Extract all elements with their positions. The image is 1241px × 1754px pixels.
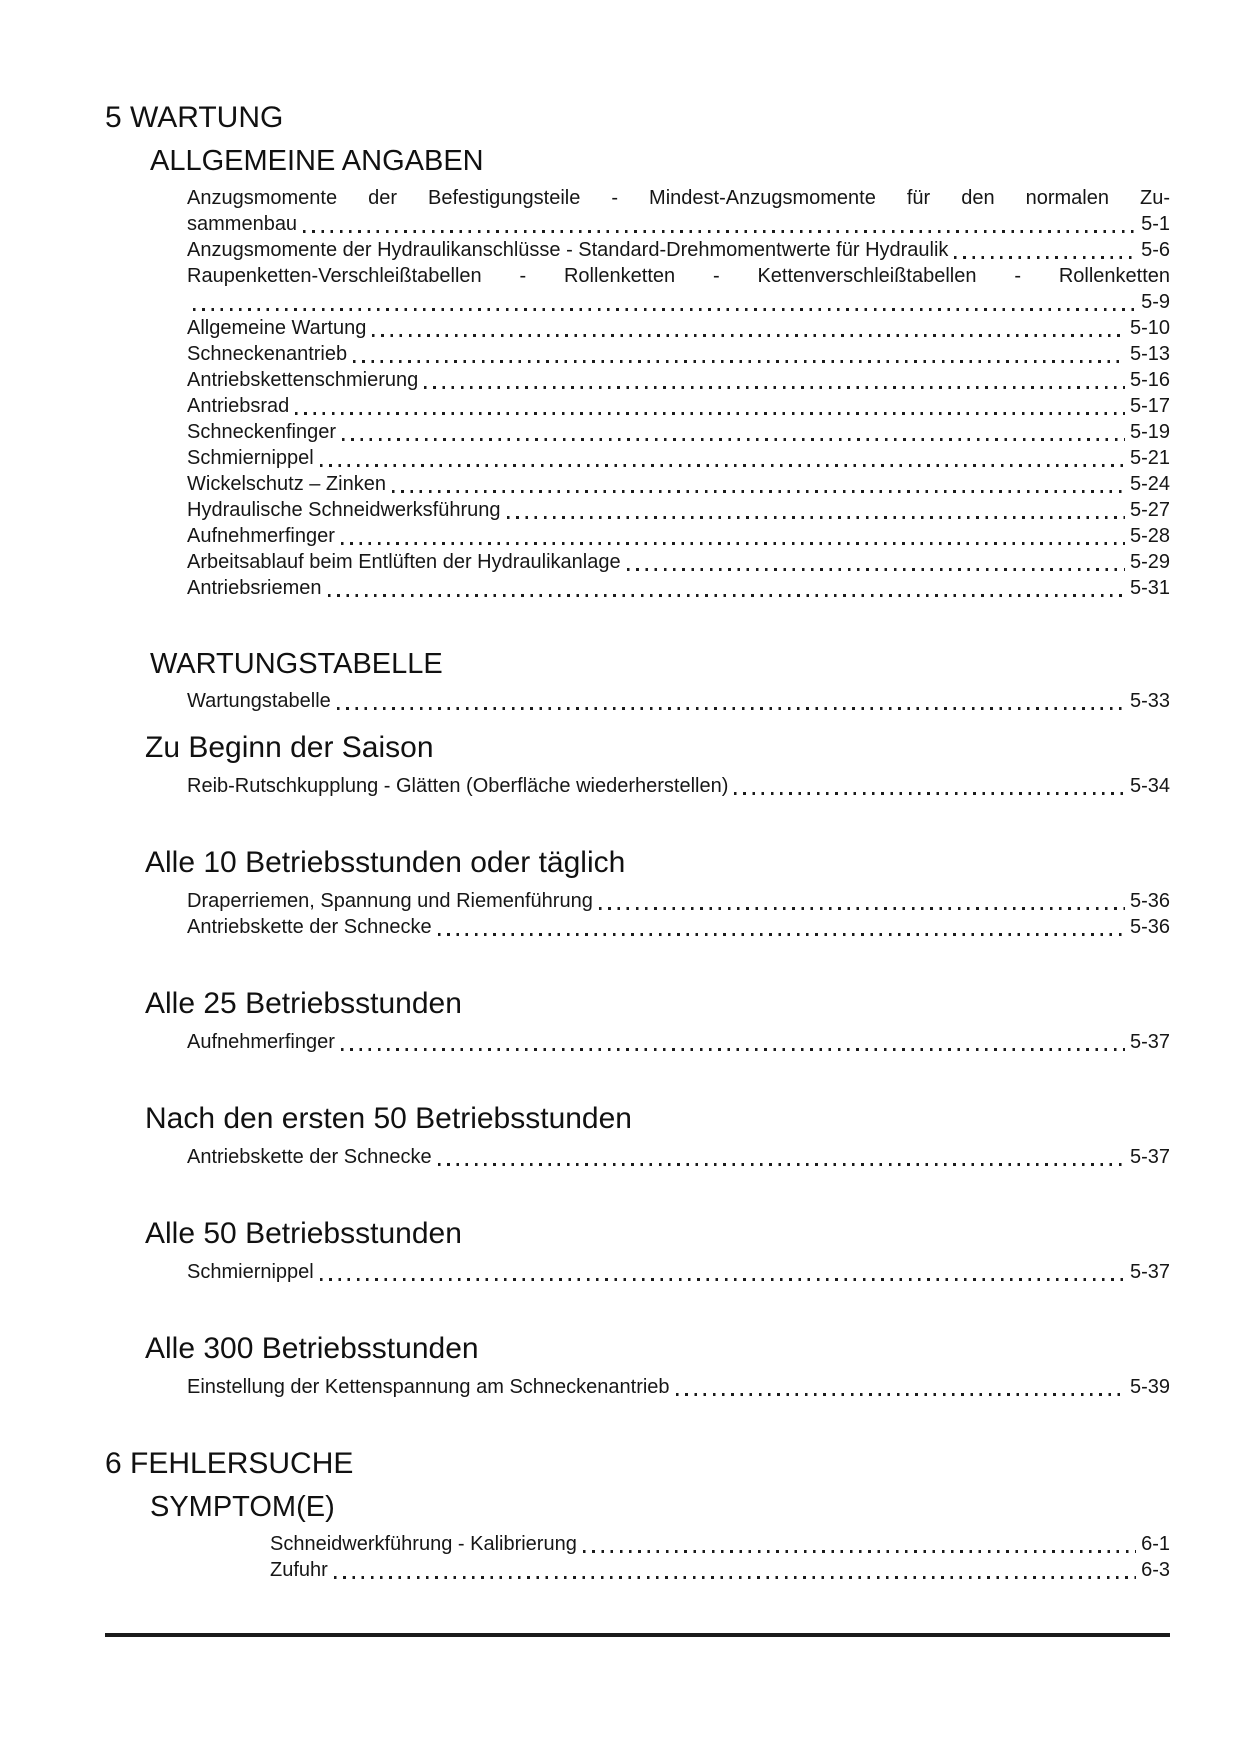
toc-entry-title: Anzugsmomente der Hydraulikanschlüsse - Standard-Drehmomentwerte für Hydraulik — [187, 239, 949, 261]
toc-entry — [187, 497, 1170, 523]
toc-page-number: 5-37 — [1129, 1031, 1170, 1053]
toc-block-section — [105, 647, 1170, 714]
dot-leader — [353, 360, 1125, 363]
toc-page-number: 5-16 — [1129, 369, 1170, 391]
toc-entry-title: Aufnehmerfinger — [187, 1031, 335, 1053]
toc-entry-title: Arbeitsablauf beim Entlüften der Hydraulikanlage — [187, 551, 621, 573]
toc-entry-title: Allgemeine Wartung — [187, 317, 367, 339]
toc-entry — [187, 549, 1170, 575]
toc-entry-row — [187, 1259, 1170, 1285]
dot-leader — [342, 438, 1125, 441]
toc-block-subsection — [105, 1101, 1170, 1170]
toc-entry — [187, 263, 1170, 315]
dot-leader — [627, 568, 1125, 571]
toc-entry — [187, 688, 1170, 714]
toc-entry-row — [187, 471, 1170, 497]
toc-page-number: 5-28 — [1129, 525, 1170, 547]
toc-heading: Alle 25 Betriebsstunden — [145, 987, 462, 1020]
toc-heading: ALLGEMEINE ANGABEN — [150, 145, 484, 177]
toc-entry — [187, 185, 1170, 237]
toc-entry-row — [187, 341, 1170, 367]
toc-block-subsection — [105, 845, 1170, 940]
dot-leader — [954, 256, 1136, 259]
toc-page-number: 5-10 — [1129, 317, 1170, 339]
toc-page-number: 5-27 — [1129, 499, 1170, 521]
toc-entry-title: Schneckenantrieb — [187, 343, 348, 365]
toc-entry — [187, 1029, 1170, 1055]
toc-entry-row — [270, 1557, 1170, 1583]
toc-entry — [187, 237, 1170, 263]
toc-entry-row — [187, 419, 1170, 445]
toc-entry-row — [187, 575, 1170, 601]
toc-entry — [187, 1374, 1170, 1400]
toc-entry-row — [187, 688, 1170, 714]
toc-entry-title: Einstellung der Kettenspannung am Schneckenantrieb — [187, 1376, 670, 1398]
toc-page-number: 5-31 — [1129, 577, 1170, 599]
toc-entry — [187, 341, 1170, 367]
toc-page-number: 5-29 — [1129, 551, 1170, 573]
toc-entry — [187, 419, 1170, 445]
toc-entry — [187, 1259, 1170, 1285]
toc-block-subsection — [105, 986, 1170, 1055]
toc-block-chapter — [105, 100, 1170, 136]
toc-page-number: 6-3 — [1141, 1559, 1170, 1581]
toc-heading: Zu Beginn der Saison — [145, 731, 434, 764]
toc-entry-continuation: Anzugsmomente der Befestigungsteile - Mindest-Anzugsmomente für den normalen Zu- — [187, 187, 1170, 209]
toc-entry-row — [187, 1144, 1170, 1170]
dot-leader — [295, 412, 1125, 415]
toc-entry-row — [187, 211, 1170, 237]
toc-entry-row — [187, 523, 1170, 549]
toc-entry — [187, 393, 1170, 419]
toc-entry-title: Schneckenfinger — [187, 421, 336, 443]
toc-entry — [187, 445, 1170, 471]
toc-entry-title: Antriebskette der Schnecke — [187, 1146, 432, 1168]
toc-entry — [187, 773, 1170, 799]
toc-page-number: 6-1 — [1141, 1533, 1170, 1555]
toc-heading: 5 WARTUNG — [105, 101, 284, 134]
toc-block-subsection — [105, 1216, 1170, 1285]
toc-entry-row — [187, 497, 1170, 523]
dot-leader — [320, 464, 1125, 467]
dot-leader — [392, 490, 1125, 493]
dot-leader — [328, 594, 1125, 597]
toc-page-number: 5-9 — [1141, 291, 1170, 313]
toc-entry-row — [187, 289, 1170, 315]
dot-leader — [320, 1278, 1125, 1281]
toc-entry — [187, 367, 1170, 393]
toc-heading: Nach den ersten 50 Betriebsstunden — [145, 1102, 632, 1135]
toc-entry — [187, 914, 1170, 940]
toc-entry-title: Antriebsriemen — [187, 577, 322, 599]
toc-entry — [187, 575, 1170, 601]
footer-rule — [105, 1633, 1170, 1637]
toc-entry-title: Antriebsrad — [187, 395, 290, 417]
toc-entry — [187, 1144, 1170, 1170]
dot-leader — [372, 334, 1125, 337]
toc-page-number: 5-13 — [1129, 343, 1170, 365]
toc-page-number: 5-24 — [1129, 473, 1170, 495]
toc-entry-row — [187, 445, 1170, 471]
dot-leader — [599, 907, 1125, 910]
dot-leader — [303, 230, 1136, 233]
toc-page-number: 5-19 — [1129, 421, 1170, 443]
toc-page-number: 5-1 — [1141, 213, 1170, 235]
toc-heading: 6 FEHLERSUCHE — [105, 1447, 354, 1480]
toc-entry-row — [187, 393, 1170, 419]
toc-entry-title: Zufuhr — [270, 1559, 328, 1581]
toc-entry-continuation: Raupenketten-Verschleißtabellen - Rollenketten - Kettenverschleißtabellen - Rollenketten — [187, 265, 1170, 287]
toc-page-number: 5-33 — [1129, 690, 1170, 712]
dot-leader — [438, 1163, 1125, 1166]
toc-entry-title: Schmiernippel — [187, 447, 314, 469]
toc-page-number: 5-6 — [1141, 239, 1170, 261]
toc-entry-row — [187, 773, 1170, 799]
toc-entry — [187, 523, 1170, 549]
dot-leader — [583, 1550, 1136, 1553]
toc-entry-row — [187, 1029, 1170, 1055]
toc-page-number: 5-34 — [1129, 775, 1170, 797]
toc-entry — [187, 315, 1170, 341]
toc-entry-row — [187, 237, 1170, 263]
toc-page-number: 5-17 — [1129, 395, 1170, 417]
toc-page-number: 5-36 — [1129, 916, 1170, 938]
table-of-contents — [105, 100, 1170, 1583]
toc-block-subsection — [105, 730, 1170, 799]
dot-leader — [193, 308, 1136, 311]
toc-entry-row — [187, 1374, 1170, 1400]
toc-entry-row — [187, 888, 1170, 914]
toc-block-section — [105, 1490, 1170, 1583]
toc-entry-row — [187, 549, 1170, 575]
toc-entry-title: Reib-Rutschkupplung - Glätten (Oberfläche wiederherstellen) — [187, 775, 729, 797]
toc-entry-title: Hydraulische Schneidwerksführung — [187, 499, 501, 521]
toc-entry-title: Wickelschutz – Zinken — [187, 473, 386, 495]
dot-leader — [341, 1048, 1125, 1051]
toc-entry-row — [187, 315, 1170, 341]
dot-leader — [676, 1393, 1125, 1396]
toc-entry-title: Wartungstabelle — [187, 690, 331, 712]
dot-leader — [341, 542, 1125, 545]
toc-entry-title: sammenbau — [187, 213, 298, 235]
dot-leader — [424, 386, 1125, 389]
toc-entry-title: Antriebskettenschmierung — [187, 369, 419, 391]
toc-entry — [187, 471, 1170, 497]
toc-entry-title: Draperriemen, Spannung und Riemenführung — [187, 890, 593, 912]
toc-entry — [187, 888, 1170, 914]
dot-leader — [334, 1576, 1136, 1579]
toc-entry-row — [187, 367, 1170, 393]
toc-heading: Alle 50 Betriebsstunden — [145, 1217, 462, 1250]
dot-leader — [507, 516, 1125, 519]
toc-entry-row — [187, 914, 1170, 940]
toc-block-subsection — [105, 1331, 1170, 1400]
toc-entry — [270, 1557, 1170, 1583]
toc-entry-title: Antriebskette der Schnecke — [187, 916, 432, 938]
toc-entry-title: Aufnehmerfinger — [187, 525, 335, 547]
toc-entry-title: Schneidwerkführung - Kalibrierung — [270, 1533, 577, 1555]
toc-entry — [270, 1531, 1170, 1557]
dot-leader — [438, 933, 1125, 936]
dot-leader — [734, 792, 1125, 795]
toc-heading: SYMPTOM(E) — [150, 1491, 335, 1523]
toc-page-number: 5-39 — [1129, 1376, 1170, 1398]
toc-entry-title: Schmiernippel — [187, 1261, 314, 1283]
toc-page-number: 5-37 — [1129, 1146, 1170, 1168]
toc-entry-row — [270, 1531, 1170, 1557]
toc-heading: WARTUNGSTABELLE — [150, 648, 443, 680]
toc-block-chapter — [105, 1446, 1170, 1482]
toc-page-number: 5-36 — [1129, 890, 1170, 912]
toc-heading: Alle 10 Betriebsstunden oder täglich — [145, 846, 626, 879]
toc-heading: Alle 300 Betriebsstunden — [145, 1332, 479, 1365]
toc-block-section — [105, 144, 1170, 601]
dot-leader — [337, 707, 1125, 710]
toc-page-number: 5-37 — [1129, 1261, 1170, 1283]
toc-page-number: 5-21 — [1129, 447, 1170, 469]
